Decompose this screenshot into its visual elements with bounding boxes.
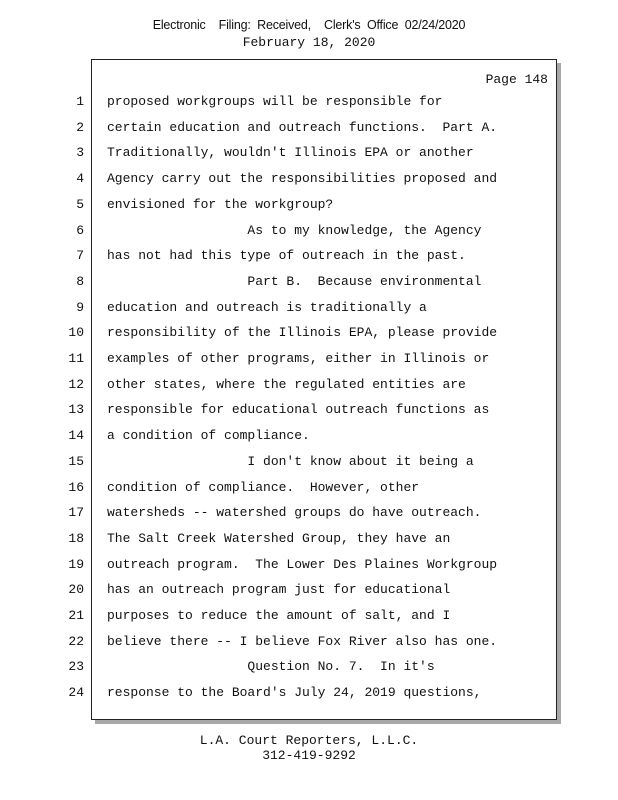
transcript-line bbox=[0, 325, 560, 351]
transcript-line bbox=[0, 223, 560, 249]
transcript-line bbox=[0, 248, 560, 274]
transcript-line bbox=[0, 531, 560, 557]
line-text: responsible for educational outreach functions as bbox=[107, 402, 490, 418]
line-number: 8 bbox=[76, 273, 84, 289]
transcript-line bbox=[0, 659, 560, 685]
line-number: 19 bbox=[68, 556, 84, 572]
line-text: purposes to reduce the amount of salt, and I bbox=[107, 608, 451, 623]
line-text: Question No. 7. In it's bbox=[107, 659, 435, 675]
line-number: 11 bbox=[68, 351, 84, 366]
line-number: 9 bbox=[76, 299, 84, 315]
line-text: watersheds -- watershed groups do have outreach. bbox=[107, 505, 482, 521]
line-text: other states, where the regulated entities are bbox=[107, 376, 466, 392]
line-text: I don't know about it being a bbox=[107, 453, 474, 469]
transcript-line bbox=[0, 351, 560, 377]
line-number: 13 bbox=[68, 402, 84, 418]
line-number: 24 bbox=[68, 685, 84, 701]
line-number: 2 bbox=[76, 119, 84, 135]
transcript-line bbox=[0, 428, 560, 454]
line-text: response to the Board's July 24, 2019 questions, bbox=[107, 685, 482, 701]
line-number: 12 bbox=[68, 376, 84, 392]
line-number: 7 bbox=[76, 248, 84, 264]
line-number: 1 bbox=[76, 94, 84, 109]
line-number: 6 bbox=[76, 222, 84, 238]
transcript-line bbox=[0, 377, 560, 403]
transcript-line bbox=[0, 274, 560, 300]
line-number: 5 bbox=[76, 196, 84, 212]
line-text: condition of compliance. However, other bbox=[107, 479, 420, 495]
line-text: responsibility of the Illinois EPA, please provide bbox=[107, 325, 498, 341]
transcript-line bbox=[0, 197, 560, 223]
line-text: The Salt Creek Watershed Group, they have an bbox=[107, 530, 451, 546]
document-date: February 18, 2020 bbox=[242, 35, 376, 50]
line-text: envisioned for the workgroup? bbox=[107, 196, 334, 212]
transcript-line bbox=[0, 94, 560, 120]
transcript-line bbox=[0, 402, 560, 428]
transcript-line bbox=[0, 171, 560, 197]
page-number-label: Page 148 bbox=[485, 72, 548, 87]
line-text: has an outreach program just for educational bbox=[107, 582, 451, 598]
line-text: a condition of compliance. bbox=[107, 428, 310, 444]
line-number: 18 bbox=[68, 530, 84, 546]
filing-stamp: Electronic Filing: Received, Clerk's Office 02/24/2020 bbox=[152, 18, 466, 32]
line-number: 17 bbox=[68, 505, 84, 521]
line-text: Agency carry out the responsibilities proposed and bbox=[107, 171, 498, 187]
line-text: Traditionally, wouldn't Illinois EPA or another bbox=[107, 145, 474, 161]
line-number: 22 bbox=[68, 633, 84, 649]
line-text: examples of other programs, either in Illinois or bbox=[107, 351, 490, 366]
transcript-line bbox=[0, 145, 560, 171]
line-number: 14 bbox=[68, 428, 84, 444]
footer-phone: 312-419-9292 bbox=[262, 748, 356, 763]
transcript-line bbox=[0, 300, 560, 326]
line-number: 4 bbox=[76, 171, 84, 187]
line-number: 20 bbox=[68, 582, 84, 598]
transcript-line bbox=[0, 634, 560, 660]
line-text: proposed workgroups will be responsible for bbox=[107, 94, 443, 109]
transcript-line bbox=[0, 608, 560, 634]
footer-company: L.A. Court Reporters, L.L.C. bbox=[199, 733, 419, 748]
line-text: believe there -- I believe Fox River also has one. bbox=[107, 633, 498, 649]
transcript-line bbox=[0, 505, 560, 531]
transcript-line bbox=[0, 120, 560, 146]
line-number: 10 bbox=[68, 325, 84, 341]
line-text: Part B. Because environmental bbox=[107, 273, 482, 289]
line-number: 16 bbox=[68, 479, 84, 495]
line-text: outreach program. The Lower Des Plaines Workgroup bbox=[107, 556, 498, 572]
line-text: education and outreach is traditionally a bbox=[107, 299, 427, 315]
transcript-line bbox=[0, 685, 560, 711]
line-number: 21 bbox=[68, 608, 84, 623]
transcript-line bbox=[0, 582, 560, 608]
transcript-line bbox=[0, 557, 560, 583]
line-text: has not had this type of outreach in the past. bbox=[107, 248, 466, 264]
line-number: 3 bbox=[76, 145, 84, 161]
transcript-line bbox=[0, 480, 560, 506]
transcript-line bbox=[0, 454, 560, 480]
line-number: 15 bbox=[68, 453, 84, 469]
line-text: certain education and outreach functions. Part A. bbox=[107, 119, 498, 135]
line-text: As to my knowledge, the Agency bbox=[107, 222, 482, 238]
line-number: 23 bbox=[68, 659, 84, 675]
